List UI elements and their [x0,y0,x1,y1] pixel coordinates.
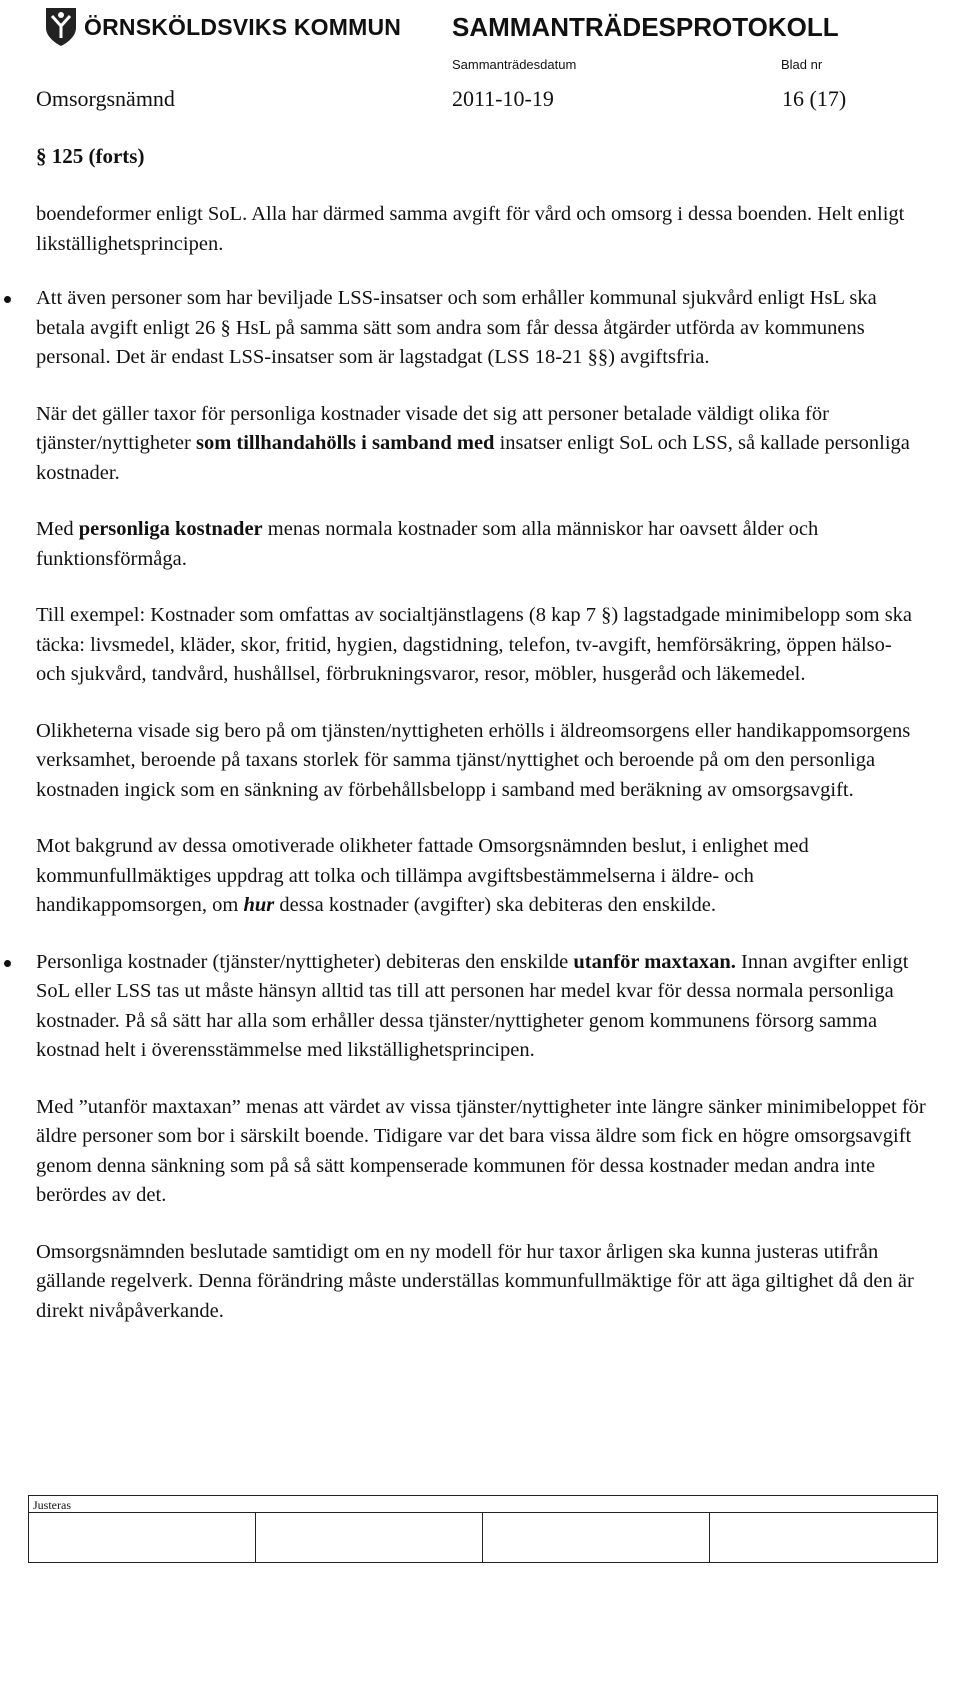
paragraph-3-text-a: När det gäller taxor för personliga kostnader visade det sig att personer betalade väldigt olika för tjänster/nyttigheter [36,402,829,454]
protocol-body [36,200,926,1353]
document-title: SAMMANTRÄDESPROTOKOLL [452,12,839,42]
paragraph-4 [36,515,926,574]
paragraph-7 [36,832,926,921]
meeting-date: 2011-10-19 [452,86,554,111]
paragraph-3 [36,400,926,489]
paragraph-8-bold: utanför maxtaxan. [573,950,736,973]
municipality-logo [44,6,401,48]
paragraph-4-text-c: menas normala kostnader som alla människor har oavsett ålder och funktionsförmåga. [36,518,819,570]
paragraph-5: Till exempel: Kostnader som omfattas av socialtjänstlagens (8 kap 7 §) lagstadgade minimibelopp som ska täcka: livsmedel, kläder, skor, fritid, hygien, dagstidning, telefon, tv-avgift, hemförsäkring, öppen hälso- och sjukvård, tandvård, hushållsel, förbrukningsvaror, resor, möbler, husgeråd och läkemedel. [36,604,913,685]
paragraph-6: Olikheterna visade sig bero på om tjänsten/nyttigheten erhölls i äldreomsorgens eller handikappomsorgens verksamhet, beroende på taxans storlek för samma tjänst/nyttighet och beroende på om den personliga kostnaden ingick som en sänkning av förbehållsbelopp i samband med beräkning av omsorgsavgift. [36,719,911,801]
paragraph-7-bold-italic: hur [243,894,275,916]
date-label: Sammanträdesdatum [452,57,577,72]
committee-name: Omsorgsnämnd [36,86,175,111]
paragraph-4-text-a: Med [36,518,79,540]
page-number: 16 (17) [782,86,847,111]
paragraph-10: Omsorgsnämnden beslutade samtidigt om en ny modell för hur taxor årligen ska kunna justeras utifrån gällande regelverk. Denna förändring måste underställas kommunfullmäktige för att äga giltighet då den är direkt nivåpåverkande. [36,1240,914,1322]
section-heading: § 125 (forts) [36,144,145,168]
paragraph-7-text-a: Mot bakgrund av dessa omotiverade olikheter fattade Omsorgsnämnden beslut, i enlighet med kommunfullmäktiges uppdrag att tolka och tillämpa avgiftsbestämmelserna i äldre- och handikappomsorgen, om [36,835,809,916]
paragraph-7-text-c: dessa kostnader (avgifter) ska debiteras den enskilde. [274,894,716,916]
paragraph-3-bold: som tillhandahölls i samband med [195,432,495,454]
paragraph-8-text-a: Personliga kostnader (tjänster/nyttigheter) debiteras den enskilde [36,950,574,973]
signature-cell-divider [255,1512,256,1562]
bullet-paragraph-8 [36,948,926,1066]
justeras-box [28,1495,938,1563]
bullet-icon [4,960,11,967]
justeras-divider [29,1512,937,1513]
justeras-label: Justeras [33,1498,71,1512]
signature-cell-divider [709,1512,710,1562]
page-label: Blad nr [781,57,823,72]
paragraph-9: Med ”utanför maxtaxan” menas att värdet av vissa tjänster/nyttigheter inte längre sänker minimibeloppet för äldre personer som bor i särskilt boende. Tidigare var det bara vissa äldre som fick en högre omsorgsavgift genom denna sänkning som på så sätt kompenserade kommunen för dessa kostnader medan andra inte berördes av det. [36,1095,926,1206]
bullet-icon [4,296,11,303]
coat-of-arms-icon [44,6,78,48]
paragraph-8-text-c: Innan avgifter enligt SoL eller LSS tas ut måste hänsyn alltid tas till att personen har medel kvar för dessa normala personliga kostnader. På så sätt har alla som erhåller dessa tjänster/nyttigheter genom kommunens försorg samma kostnad helt i överensstämmelse med likställighetsprincipen. [36,950,909,1061]
signature-cell-divider [482,1512,483,1562]
paragraph-1: boendeformer enligt SoL. Alla har därmed samma avgift för vård och omsorg i dessa boenden. Helt enligt likställighetsprincipen. [36,203,905,255]
organization-name: ÖRNSKÖLDSVIKS KOMMUN [84,13,402,40]
paragraph-4-bold: personliga kostnader [78,518,263,540]
paragraph-3-text-c: insatser enligt SoL och LSS, så kallade personliga kostnader. [36,432,910,484]
bullet-paragraph-2 [36,284,926,373]
paragraph-2-text: Att även personer som har beviljade LSS-insatser och som erhåller kommunal sjukvård enligt HsL ska betala avgift enligt 26 § HsL på samma sätt som andra som får dessa åtgärder utförda av kommunens personal. Det är endast LSS-insatser som är lagstadgat (LSS 18-21 §§) avgiftsfria. [36,287,877,368]
